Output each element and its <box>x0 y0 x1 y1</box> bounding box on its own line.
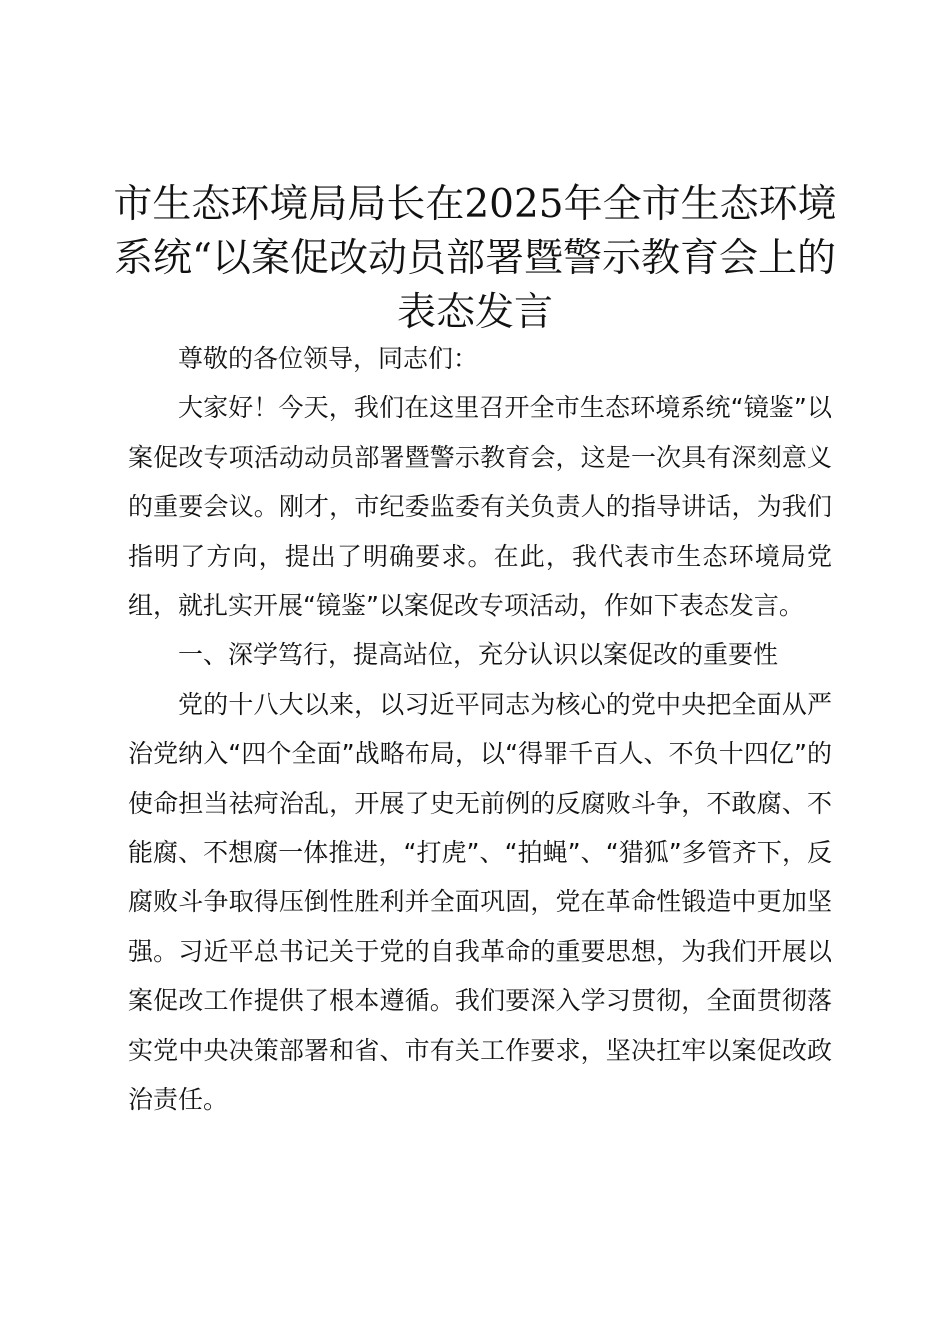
section-paragraph: 党的十八大以来，以习近平同志为核心的党中央把全面从严治党纳入“四个全面”战略布局，以“得罪千百人、不负十四亿”的使命担当祛疴治乱，开展了史无前例的反腐败斗争，不敢腐、不能腐、不想腐一体推进，“打虎”、“拍蝇”、“猎狐”多管齐下，反腐败斗争取得压倒性胜利并全面巩固，党在革命性锻造中更加坚强。习近平总书记关于党的自我革命的重要思想，为我们开展以案促改工作提供了根本遵循。我们要深入学习贯彻，全面贯彻落实党中央决策部署和省、市有关工作要求，坚决扛牢以案促改政治责任。 <box>128 689 832 1115</box>
salutation: 尊敬的各位领导，同志们： <box>178 344 479 373</box>
document-body <box>128 334 832 1125</box>
section-heading: 一、深学笃行，提高站位，充分认识以案促改的重要性 <box>178 640 779 670</box>
document-title: 市生态环境局局长在2025年全市生态环境系统“以案促改动员部署暨警示教育会上的表态发言 <box>113 182 837 335</box>
opening-paragraph: 大家好！今天，我们在这里召开全市生态环境系统“镜鉴”以案促改专项活动动员部署暨警示教育会，这是一次具有深刻意义的重要会议。刚才，市纪委监委有关负责人的指导讲话，为我们指明了方向，提出了明确要求。在此，我代表市生态环境局党组，就扎实开展“镜鉴”以案促改专项活动，作如下表态发言。 <box>128 393 832 621</box>
